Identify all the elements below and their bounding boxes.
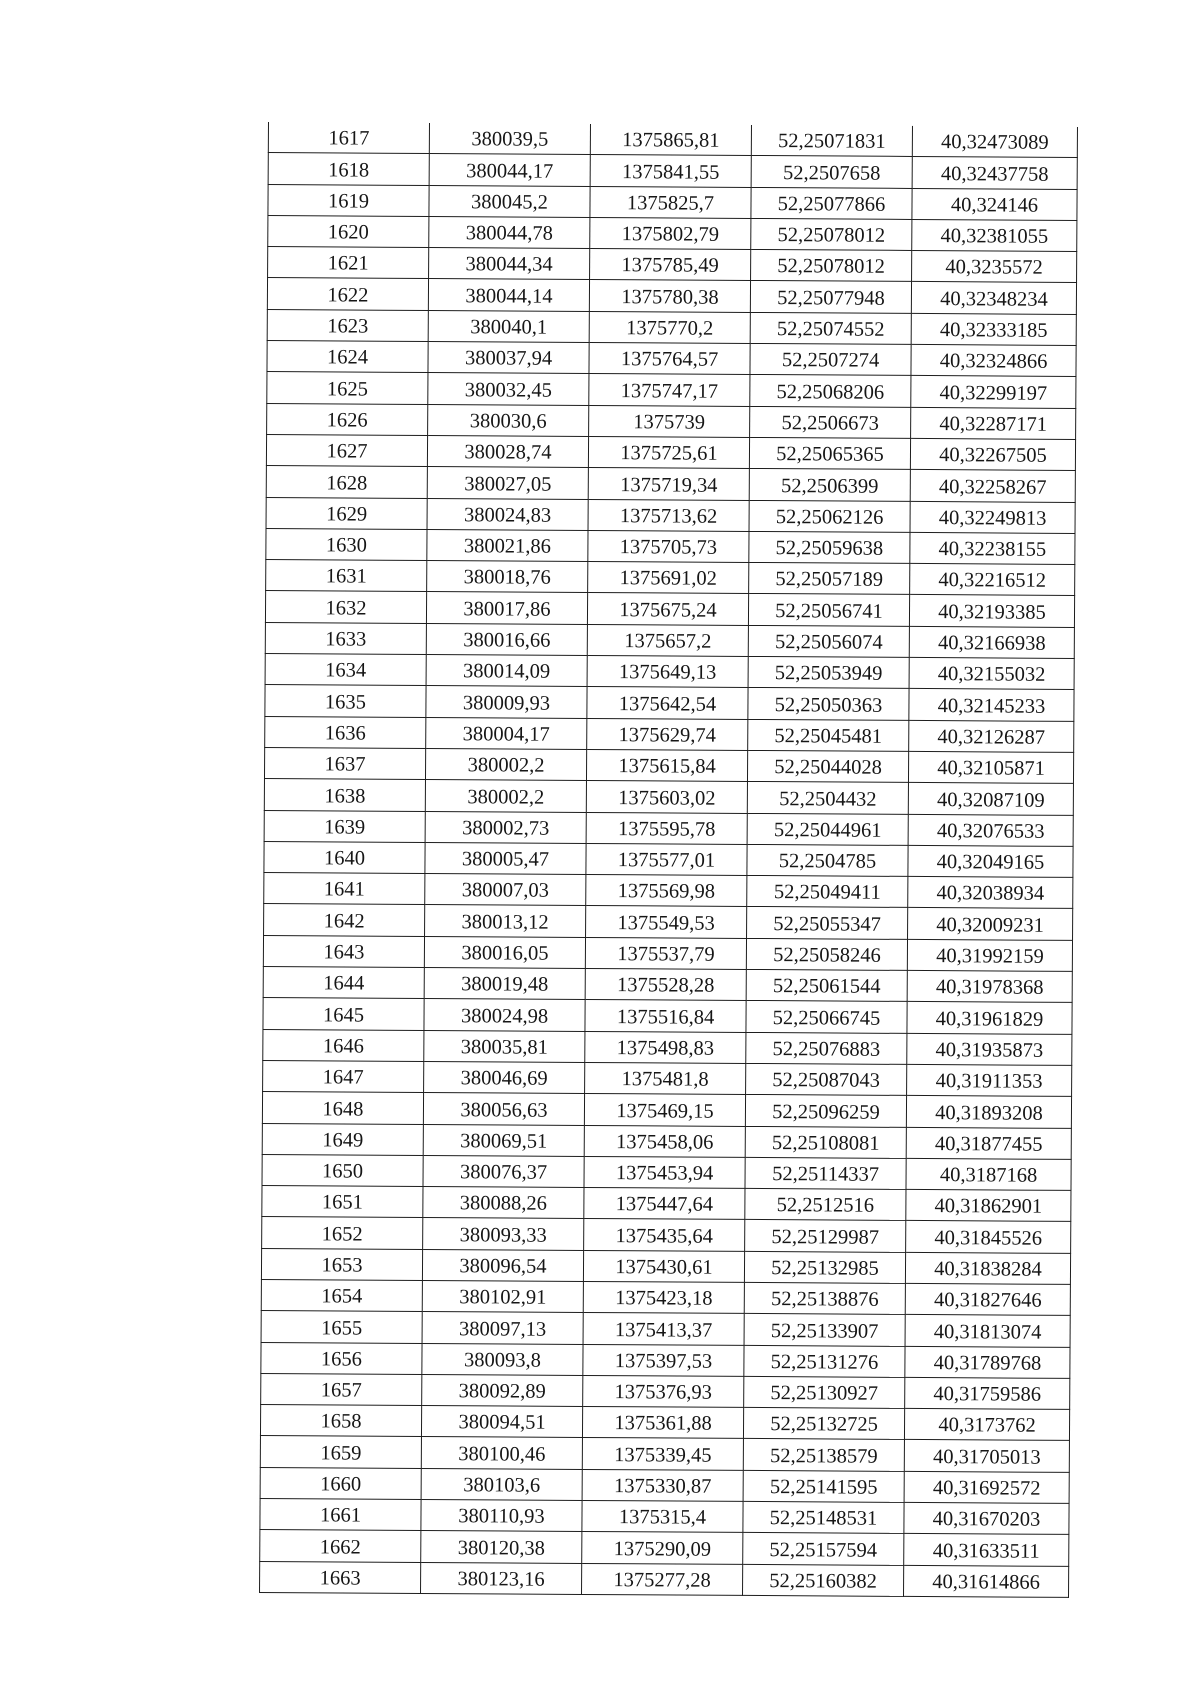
point-number-cell: 1634 [265, 654, 426, 686]
longitude-cell: 40,31838284 [905, 1252, 1070, 1284]
latitude-cell: 52,25056074 [748, 625, 909, 657]
table-row [266, 497, 1075, 533]
x-coordinate-cell: 380097,13 [422, 1312, 583, 1344]
x-coordinate-cell: 380004,17 [426, 717, 587, 749]
point-number-cell: 1629 [266, 497, 427, 529]
point-number-cell: 1621 [268, 247, 429, 279]
x-coordinate-cell: 380027,05 [427, 467, 588, 499]
longitude-cell: 40,32216512 [910, 564, 1075, 596]
latitude-cell: 52,25066745 [746, 1001, 907, 1033]
longitude-cell: 40,31877455 [906, 1127, 1071, 1159]
y-coordinate-cell: 1375516,84 [585, 1000, 746, 1032]
x-coordinate-cell: 380002,73 [425, 811, 586, 843]
table-row [264, 873, 1073, 909]
point-number-cell: 1663 [260, 1561, 421, 1593]
table-row [265, 716, 1074, 752]
x-coordinate-cell: 380076,37 [423, 1155, 584, 1187]
point-number-cell: 1644 [263, 967, 424, 999]
x-coordinate-cell: 380032,45 [428, 373, 589, 405]
table-row [268, 184, 1077, 220]
point-number-cell: 1627 [266, 434, 427, 466]
latitude-cell: 52,25049411 [747, 876, 908, 908]
longitude-cell: 40,32038934 [908, 877, 1073, 909]
point-number-cell: 1645 [263, 998, 424, 1030]
x-coordinate-cell: 380035,81 [424, 1030, 585, 1062]
point-number-cell: 1620 [268, 215, 429, 247]
longitude-cell: 40,31692572 [904, 1471, 1069, 1503]
y-coordinate-cell: 1375642,54 [587, 687, 748, 719]
table-row [261, 1311, 1070, 1347]
longitude-cell: 40,32333185 [911, 313, 1076, 345]
longitude-cell: 40,32049165 [908, 845, 1073, 877]
table-row [268, 153, 1077, 189]
table-row [266, 466, 1075, 502]
longitude-cell: 40,31911353 [907, 1064, 1072, 1096]
x-coordinate-cell: 380021,86 [427, 529, 588, 561]
table-row [267, 341, 1076, 377]
point-number-cell: 1636 [265, 716, 426, 748]
point-number-cell: 1623 [267, 309, 428, 341]
table-row [267, 403, 1076, 439]
x-coordinate-cell: 380037,94 [428, 342, 589, 374]
point-number-cell: 1619 [268, 184, 429, 216]
table-row [260, 1405, 1069, 1441]
y-coordinate-cell: 1375277,28 [582, 1563, 743, 1595]
latitude-cell: 52,25129987 [745, 1220, 906, 1252]
table-row [267, 278, 1076, 314]
longitude-cell: 40,32437758 [912, 157, 1077, 189]
x-coordinate-cell: 380103,6 [421, 1468, 582, 1500]
point-number-cell: 1653 [261, 1248, 422, 1280]
longitude-cell: 40,32299197 [911, 376, 1076, 408]
x-coordinate-cell: 380013,12 [425, 905, 586, 937]
latitude-cell: 52,2507274 [750, 344, 911, 376]
table-row [262, 1186, 1071, 1222]
longitude-cell: 40,31992159 [907, 939, 1072, 971]
latitude-cell: 52,25114337 [745, 1157, 906, 1189]
latitude-cell: 52,25108081 [745, 1126, 906, 1158]
y-coordinate-cell: 1375397,53 [583, 1344, 744, 1376]
table-row [265, 591, 1074, 627]
table-row [267, 309, 1076, 345]
longitude-cell: 40,31705013 [904, 1440, 1069, 1472]
longitude-cell: 40,32009231 [908, 908, 1073, 940]
table-row [268, 122, 1077, 158]
x-coordinate-cell: 380018,76 [427, 561, 588, 593]
y-coordinate-cell: 1375435,64 [584, 1219, 745, 1251]
x-coordinate-cell: 380093,8 [422, 1343, 583, 1375]
y-coordinate-cell: 1375603,02 [586, 781, 747, 813]
longitude-cell: 40,32087109 [908, 783, 1073, 815]
latitude-cell: 52,25132725 [743, 1408, 904, 1440]
latitude-cell: 52,25077948 [750, 281, 911, 313]
y-coordinate-cell: 1375458,06 [584, 1125, 745, 1157]
point-number-cell: 1650 [262, 1154, 423, 1186]
table-row [265, 654, 1074, 690]
y-coordinate-cell: 1375739 [589, 405, 750, 437]
table-row [263, 935, 1072, 971]
longitude-cell: 40,31789768 [905, 1346, 1070, 1378]
point-number-cell: 1643 [263, 935, 424, 967]
latitude-cell: 52,25096259 [745, 1095, 906, 1127]
point-number-cell: 1655 [261, 1311, 422, 1343]
coordinates-table [259, 122, 1078, 1598]
x-coordinate-cell: 380093,33 [423, 1218, 584, 1250]
y-coordinate-cell: 1375691,02 [588, 562, 749, 594]
y-coordinate-cell: 1375413,37 [583, 1313, 744, 1345]
longitude-cell: 40,32287171 [911, 407, 1076, 439]
x-coordinate-cell: 380096,54 [422, 1249, 583, 1281]
point-number-cell: 1632 [265, 591, 426, 623]
latitude-cell: 52,25077866 [751, 187, 912, 219]
point-number-cell: 1622 [267, 278, 428, 310]
point-number-cell: 1618 [268, 153, 429, 185]
table-row [260, 1467, 1069, 1503]
latitude-cell: 52,25068206 [750, 375, 911, 407]
point-number-cell: 1628 [266, 466, 427, 498]
point-number-cell: 1635 [265, 685, 426, 717]
table-row [266, 560, 1075, 596]
y-coordinate-cell: 1375577,01 [586, 843, 747, 875]
point-number-cell: 1641 [264, 873, 425, 905]
x-coordinate-cell: 380030,6 [428, 404, 589, 436]
table-row [262, 1123, 1071, 1159]
point-number-cell: 1646 [263, 1029, 424, 1061]
table-row [265, 685, 1074, 721]
point-number-cell: 1658 [260, 1405, 421, 1437]
latitude-cell: 52,25078012 [751, 218, 912, 250]
point-number-cell: 1642 [264, 904, 425, 936]
latitude-cell: 52,25141595 [743, 1470, 904, 1502]
latitude-cell: 52,2506673 [750, 406, 911, 438]
point-number-cell: 1631 [266, 560, 427, 592]
latitude-cell: 52,25132985 [744, 1251, 905, 1283]
table-row [262, 1154, 1071, 1190]
y-coordinate-cell: 1375649,13 [587, 656, 748, 688]
x-coordinate-cell: 380039,5 [429, 123, 590, 155]
x-coordinate-cell: 380088,26 [423, 1187, 584, 1219]
y-coordinate-cell: 1375537,79 [585, 937, 746, 969]
table-row [264, 747, 1073, 783]
longitude-cell: 40,31978368 [907, 970, 1072, 1002]
table-row [260, 1561, 1069, 1597]
x-coordinate-cell: 380045,2 [429, 185, 590, 217]
longitude-cell: 40,31614866 [904, 1565, 1069, 1597]
longitude-cell: 40,32258267 [910, 470, 1075, 502]
table-row [260, 1436, 1069, 1472]
y-coordinate-cell: 1375725,61 [588, 436, 749, 468]
y-coordinate-cell: 1375423,18 [583, 1281, 744, 1313]
latitude-cell: 52,25133907 [744, 1314, 905, 1346]
x-coordinate-cell: 380005,47 [425, 842, 586, 874]
point-number-cell: 1662 [260, 1530, 421, 1562]
latitude-cell: 52,25065365 [749, 437, 910, 469]
y-coordinate-cell: 1375549,53 [586, 906, 747, 938]
longitude-cell: 40,324146 [912, 188, 1077, 220]
table-row [261, 1373, 1070, 1409]
y-coordinate-cell: 1375498,83 [585, 1031, 746, 1063]
latitude-cell: 52,2512516 [745, 1189, 906, 1221]
y-coordinate-cell: 1375780,38 [589, 280, 750, 312]
x-coordinate-cell: 380044,78 [429, 216, 590, 248]
y-coordinate-cell: 1375841,55 [590, 155, 751, 187]
point-number-cell: 1624 [267, 341, 428, 373]
longitude-cell: 40,32348234 [911, 282, 1076, 314]
y-coordinate-cell: 1375528,28 [585, 968, 746, 1000]
latitude-cell: 52,25062126 [749, 500, 910, 532]
latitude-cell: 52,25045481 [748, 719, 909, 751]
y-coordinate-cell: 1375315,4 [582, 1501, 743, 1533]
latitude-cell: 52,25061544 [746, 969, 907, 1001]
y-coordinate-cell: 1375825,7 [590, 186, 751, 218]
latitude-cell: 52,25055347 [747, 907, 908, 939]
table-row [260, 1530, 1069, 1566]
latitude-cell: 52,25157594 [743, 1533, 904, 1565]
point-number-cell: 1637 [264, 747, 425, 779]
x-coordinate-cell: 380044,34 [429, 248, 590, 280]
longitude-cell: 40,31633511 [904, 1534, 1069, 1566]
latitude-cell: 52,25130927 [744, 1376, 905, 1408]
point-number-cell: 1633 [265, 622, 426, 654]
x-coordinate-cell: 380123,16 [421, 1562, 582, 1594]
y-coordinate-cell: 1375785,49 [590, 249, 751, 281]
point-number-cell: 1651 [262, 1186, 423, 1218]
latitude-cell: 52,2504785 [747, 844, 908, 876]
longitude-cell: 40,31845526 [906, 1221, 1071, 1253]
table-row [267, 372, 1076, 408]
longitude-cell: 40,31759586 [905, 1377, 1070, 1409]
y-coordinate-cell: 1375657,2 [587, 624, 748, 656]
latitude-cell: 52,25057189 [749, 563, 910, 595]
x-coordinate-cell: 380044,14 [428, 279, 589, 311]
point-number-cell: 1656 [261, 1342, 422, 1374]
longitude-cell: 40,32267505 [910, 438, 1075, 470]
table-row [264, 904, 1073, 940]
y-coordinate-cell: 1375615,84 [586, 749, 747, 781]
table-row [263, 1029, 1072, 1065]
y-coordinate-cell: 1375469,15 [584, 1094, 745, 1126]
table-row [263, 998, 1072, 1034]
y-coordinate-cell: 1375481,8 [585, 1062, 746, 1094]
x-coordinate-cell: 380002,2 [425, 780, 586, 812]
y-coordinate-cell: 1375290,09 [582, 1532, 743, 1564]
y-coordinate-cell: 1375430,61 [583, 1250, 744, 1282]
y-coordinate-cell: 1375713,62 [588, 499, 749, 531]
longitude-cell: 40,31893208 [906, 1096, 1071, 1128]
x-coordinate-cell: 380046,69 [424, 1061, 585, 1093]
y-coordinate-cell: 1375595,78 [586, 812, 747, 844]
x-coordinate-cell: 380016,05 [424, 936, 585, 968]
x-coordinate-cell: 380069,51 [423, 1124, 584, 1156]
point-number-cell: 1639 [264, 810, 425, 842]
y-coordinate-cell: 1375447,64 [584, 1188, 745, 1220]
point-number-cell: 1652 [262, 1217, 423, 1249]
point-number-cell: 1647 [263, 1060, 424, 1092]
latitude-cell: 52,2506399 [749, 469, 910, 501]
point-number-cell: 1625 [267, 372, 428, 404]
longitude-cell: 40,31961829 [907, 1002, 1072, 1034]
y-coordinate-cell: 1375802,79 [590, 217, 751, 249]
x-coordinate-cell: 380028,74 [427, 435, 588, 467]
longitude-cell: 40,32473089 [912, 126, 1077, 158]
y-coordinate-cell: 1375569,98 [586, 875, 747, 907]
x-coordinate-cell: 380016,66 [426, 623, 587, 655]
coordinates-table-body [260, 122, 1078, 1597]
latitude-cell: 52,25050363 [748, 688, 909, 720]
longitude-cell: 40,32155032 [909, 657, 1074, 689]
table-row [262, 1092, 1071, 1128]
x-coordinate-cell: 380019,48 [424, 967, 585, 999]
latitude-cell: 52,25056741 [748, 594, 909, 626]
latitude-cell: 52,25044961 [747, 813, 908, 845]
x-coordinate-cell: 380056,63 [423, 1093, 584, 1125]
longitude-cell: 40,31813074 [905, 1315, 1070, 1347]
x-coordinate-cell: 380024,98 [424, 999, 585, 1031]
latitude-cell: 52,25087043 [746, 1063, 907, 1095]
table-row [261, 1248, 1070, 1284]
table-row [261, 1279, 1070, 1315]
longitude-cell: 40,31935873 [907, 1033, 1072, 1065]
latitude-cell: 52,25044028 [747, 750, 908, 782]
table-row [263, 1060, 1072, 1096]
latitude-cell: 52,25058246 [746, 938, 907, 970]
table-row [266, 434, 1075, 470]
point-number-cell: 1659 [260, 1436, 421, 1468]
longitude-cell: 40,32381055 [912, 219, 1077, 251]
latitude-cell: 52,25074552 [750, 312, 911, 344]
longitude-cell: 40,32324866 [911, 345, 1076, 377]
x-coordinate-cell: 380007,03 [425, 874, 586, 906]
y-coordinate-cell: 1375719,34 [588, 468, 749, 500]
y-coordinate-cell: 1375764,57 [589, 343, 750, 375]
y-coordinate-cell: 1375675,24 [587, 593, 748, 625]
latitude-cell: 52,25138579 [743, 1439, 904, 1471]
longitude-cell: 40,32076533 [908, 814, 1073, 846]
latitude-cell: 52,2504432 [747, 782, 908, 814]
x-coordinate-cell: 380014,09 [426, 655, 587, 687]
x-coordinate-cell: 380044,17 [429, 154, 590, 186]
latitude-cell: 52,25076883 [746, 1032, 907, 1064]
point-number-cell: 1648 [262, 1092, 423, 1124]
y-coordinate-cell: 1375629,74 [587, 718, 748, 750]
point-number-cell: 1649 [262, 1123, 423, 1155]
table-row [266, 528, 1075, 564]
table-row [262, 1217, 1071, 1253]
x-coordinate-cell: 380092,89 [422, 1374, 583, 1406]
latitude-cell: 52,25078012 [751, 250, 912, 282]
y-coordinate-cell: 1375376,93 [583, 1375, 744, 1407]
longitude-cell: 40,32249813 [910, 501, 1075, 533]
point-number-cell: 1640 [264, 841, 425, 873]
longitude-cell: 40,32126287 [909, 720, 1074, 752]
longitude-cell: 40,31670203 [904, 1502, 1069, 1534]
longitude-cell: 40,32166938 [909, 626, 1074, 658]
table-row [264, 810, 1073, 846]
latitude-cell: 52,2507658 [751, 156, 912, 188]
latitude-cell: 52,25138876 [744, 1282, 905, 1314]
latitude-cell: 52,25148531 [743, 1501, 904, 1533]
point-number-cell: 1654 [261, 1279, 422, 1311]
point-number-cell: 1660 [260, 1467, 421, 1499]
x-coordinate-cell: 380100,46 [421, 1437, 582, 1469]
table-row [263, 967, 1072, 1003]
y-coordinate-cell: 1375330,87 [582, 1469, 743, 1501]
point-number-cell: 1661 [260, 1499, 421, 1531]
y-coordinate-cell: 1375770,2 [589, 311, 750, 343]
y-coordinate-cell: 1375361,88 [582, 1407, 743, 1439]
longitude-cell: 40,31862901 [906, 1190, 1071, 1222]
x-coordinate-cell: 380102,91 [422, 1280, 583, 1312]
y-coordinate-cell: 1375453,94 [584, 1156, 745, 1188]
point-number-cell: 1638 [264, 779, 425, 811]
longitude-cell: 40,3173762 [904, 1409, 1069, 1441]
y-coordinate-cell: 1375339,45 [582, 1438, 743, 1470]
y-coordinate-cell: 1375705,73 [588, 530, 749, 562]
table-row [265, 622, 1074, 658]
x-coordinate-cell: 380024,83 [427, 498, 588, 530]
x-coordinate-cell: 380120,38 [421, 1531, 582, 1563]
longitude-cell: 40,32238155 [910, 532, 1075, 564]
point-number-cell: 1617 [268, 122, 429, 154]
x-coordinate-cell: 380009,93 [426, 686, 587, 718]
table-row [268, 215, 1077, 251]
table-row [264, 841, 1073, 877]
longitude-cell: 40,31827646 [905, 1283, 1070, 1315]
latitude-cell: 52,25059638 [749, 531, 910, 563]
longitude-cell: 40,32105871 [908, 751, 1073, 783]
latitude-cell: 52,25131276 [744, 1345, 905, 1377]
y-coordinate-cell: 1375865,81 [590, 124, 751, 156]
point-number-cell: 1626 [267, 403, 428, 435]
x-coordinate-cell: 380017,86 [426, 592, 587, 624]
latitude-cell: 52,25053949 [748, 656, 909, 688]
table-row [264, 779, 1073, 815]
x-coordinate-cell: 380040,1 [428, 310, 589, 342]
x-coordinate-cell: 380110,93 [421, 1500, 582, 1532]
y-coordinate-cell: 1375747,17 [589, 374, 750, 406]
longitude-cell: 40,3235572 [912, 251, 1077, 283]
latitude-cell: 52,25160382 [743, 1564, 904, 1596]
latitude-cell: 52,25071831 [751, 125, 912, 157]
table-row [261, 1342, 1070, 1378]
longitude-cell: 40,32145233 [909, 689, 1074, 721]
x-coordinate-cell: 380094,51 [421, 1406, 582, 1438]
coordinates-table-wrapper [259, 122, 1072, 1598]
x-coordinate-cell: 380002,2 [425, 748, 586, 780]
longitude-cell: 40,3187168 [906, 1158, 1071, 1190]
longitude-cell: 40,32193385 [909, 595, 1074, 627]
point-number-cell: 1657 [261, 1373, 422, 1405]
point-number-cell: 1630 [266, 528, 427, 560]
table-row [268, 247, 1077, 283]
table-row [260, 1499, 1069, 1535]
